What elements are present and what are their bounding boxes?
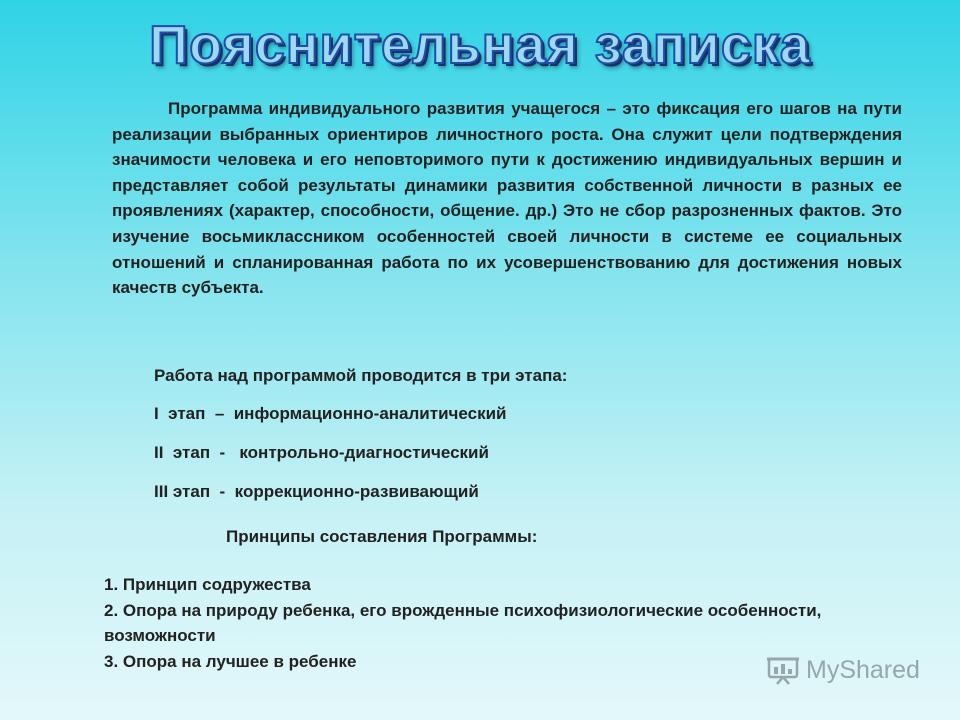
- presentation-board-icon: [766, 655, 800, 685]
- principles-heading: Принципы составления Программы:: [226, 527, 538, 546]
- slide-title: Пояснительная записка: [149, 15, 811, 75]
- paragraph-text: Программа индивидуального развития учащегося – это фиксация его шагов на пути реализации выбранных ориентиров личностного роста. Она служит цели подтверждения значимости человека и его неповторимого пути к достижению индивидуальных вершин и представляет собой результаты динамики развития собственной личности в разных ее проявлениях (характер, способности, общение. др.) Это не сбор разрозненных фактов. Это изучение восьмиклассником особенностей своей личности в системе ее социальных отношений и спланированная работа по их усовершенствованию для достижения новых качеств субъекта.: [112, 99, 902, 298]
- explanatory-paragraph: [112, 96, 902, 301]
- principle-item-2: 2. Опора на природу ребенка, его врожденные психофизиологические особенности, возможности: [104, 600, 822, 646]
- watermark: [766, 655, 920, 685]
- principle-item-1: 1. Принцип содружества: [104, 575, 311, 594]
- stages-heading: Работа над программой проводится в три этапа:: [154, 366, 568, 385]
- stage-item-1: I этап – информационно-аналитический: [154, 404, 507, 423]
- stage-item-3: III этап - коррекционно-развивающий: [154, 482, 479, 501]
- watermark-text: MyShared: [806, 655, 920, 684]
- stage-item-2: II этап - контрольно-диагностический: [154, 443, 489, 462]
- principle-item-3: 3. Опора на лучшее в ребенке: [104, 651, 357, 671]
